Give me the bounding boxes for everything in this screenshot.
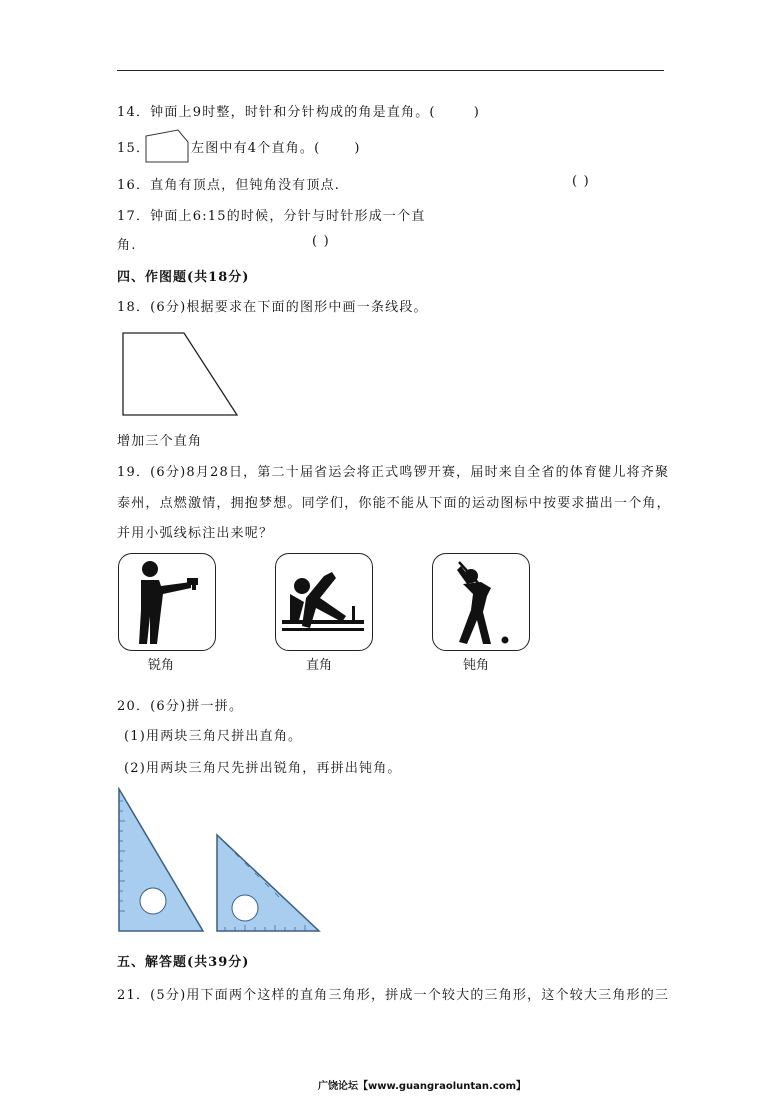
question-19-line1: 19．(6分)8月28日，第二十届省运会将正式鸣锣开赛，届时来自全省的体育健儿将齐聚 [117,465,670,480]
question-14 [117,101,480,120]
question-20-text: 20．(6分)拼一拼。 [117,699,244,714]
question-17-paren: ( ) [312,234,330,249]
question-20-sub2: (2)用两块三角尺先拼出锐角，再拼出钝角。 [124,761,402,776]
question-14-text: 14．钟面上9时整，时针和分针构成的角是直角。( [117,105,436,120]
question-15-text: 左图中有4个直角。( [191,141,321,156]
question-18-text: 18．(6分)根据要求在下面的图形中画一条线段。 [117,300,428,315]
caption-acute: 锐角 [148,658,175,673]
footer-text: 广饶论坛【www.guangraoluntan.com】 [318,1081,527,1092]
golf-icon-box [432,553,530,651]
shooting-icon [119,554,215,650]
pentagon-shape [144,128,190,164]
set-square-isosceles [217,835,319,931]
hurdle-fall-icon [276,554,372,650]
shooting-icon-box [118,553,216,651]
set-squares [115,787,325,935]
question-20-sub1: (1)用两块三角尺拼出直角。 [124,729,303,744]
question-15-paren: ) [354,141,361,156]
trapezoid-shape [118,330,242,420]
question-16-text: 16．直角有顶点，但钝角没有顶点. [117,178,341,193]
section-4-title: 四、作图题(共18分) [117,270,250,285]
question-21-text: 21．(5分)用下面两个这样的直角三角形，拼成一个较大的三角形，这个较大三角形的三 [117,988,670,1003]
question-17-line2: 角. [117,238,137,253]
question-19-line3: 并用小弧线标注出来呢？ [117,526,274,541]
caption-right: 直角 [306,658,333,673]
question-16-paren: ( ) [572,174,590,189]
section-5-title: 五、解答题(共39分) [117,955,250,970]
question-18-caption: 增加三个直角 [117,434,203,449]
question-15-number: 15． [117,141,151,156]
set-square-tall [119,789,203,931]
header-rule [117,70,664,71]
hurdle-icon-box [275,553,373,651]
golf-icon [433,554,529,650]
question-14-paren: ) [473,105,480,120]
question-19-line2: 泰州，点燃激情，拥抱梦想。同学们，你能不能从下面的运动图标中按要求描出一个角， [117,496,671,511]
question-15 [191,137,361,156]
caption-obtuse: 钝角 [463,658,490,673]
question-17-line1: 17．钟面上6:15的时候，分针与时针形成一个直 [117,209,426,224]
